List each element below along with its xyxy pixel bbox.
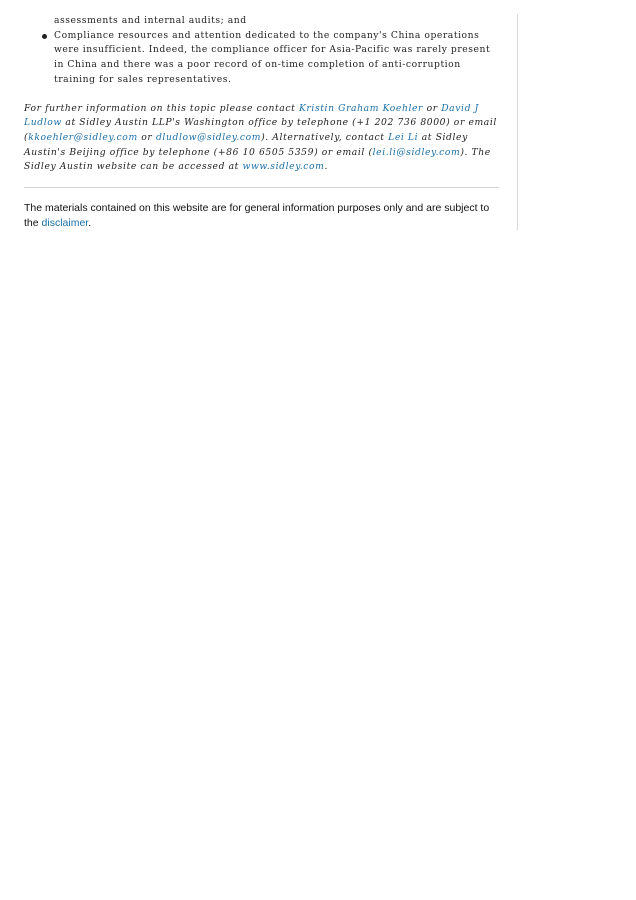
website-link[interactable]: www.sidley.com bbox=[242, 161, 325, 173]
email-link-ludlow[interactable]: dludlow@sidley.com bbox=[155, 131, 262, 143]
disclaimer-paragraph bbox=[24, 201, 504, 231]
contact-text: or bbox=[423, 102, 442, 114]
contact-text: or bbox=[137, 131, 156, 143]
horizontal-rule bbox=[24, 187, 499, 188]
article-content bbox=[24, 14, 499, 242]
author-link-koehler[interactable]: Kristin Graham Koehler bbox=[298, 102, 424, 114]
list-item bbox=[24, 29, 499, 88]
list-item-text: assessments and internal audits; and bbox=[54, 15, 247, 26]
author-link-li[interactable]: Lei Li bbox=[388, 131, 419, 143]
disclaimer-link[interactable]: disclaimer bbox=[41, 217, 89, 230]
contact-text: For further information on this topic please contact bbox=[24, 102, 299, 114]
list-item-text: Compliance resources and attention dedicated to the company's China operations were insufficient. Indeed, the compliance officer for Asia-Pacific was rarely present in China and there was a poor record of on-time completion of anti-corruption training for sales representatives. bbox=[54, 29, 491, 85]
contact-text: ). Alternatively, contact bbox=[261, 131, 389, 143]
right-column-divider bbox=[517, 14, 518, 230]
disclaimer-end: . bbox=[88, 217, 92, 230]
contact-paragraph bbox=[24, 102, 499, 176]
email-link-li[interactable]: lei.li@sidley.com bbox=[372, 146, 461, 158]
bullet-dot-icon bbox=[42, 34, 47, 39]
email-link-koehler[interactable]: kkoehler@sidley.com bbox=[28, 131, 138, 143]
author-link-ludlow[interactable]: David J Ludlow bbox=[24, 102, 479, 129]
contact-text: ). The Sidley Austin website can be accessed at bbox=[24, 146, 491, 173]
contact-text: at Sidley Austin LLP's Washington office by telephone (+1 202 736 8000) or email ( bbox=[24, 117, 497, 143]
disclaimer-text: The materials contained on this website are for general information purposes only and are subject to the bbox=[24, 202, 490, 230]
list-item bbox=[24, 14, 499, 29]
bullet-list bbox=[24, 14, 499, 88]
contact-text: . bbox=[324, 161, 329, 173]
contact-text: at Sidley Austin's Beijing office by telephone (+86 10 6505 5359) or email ( bbox=[24, 131, 468, 158]
